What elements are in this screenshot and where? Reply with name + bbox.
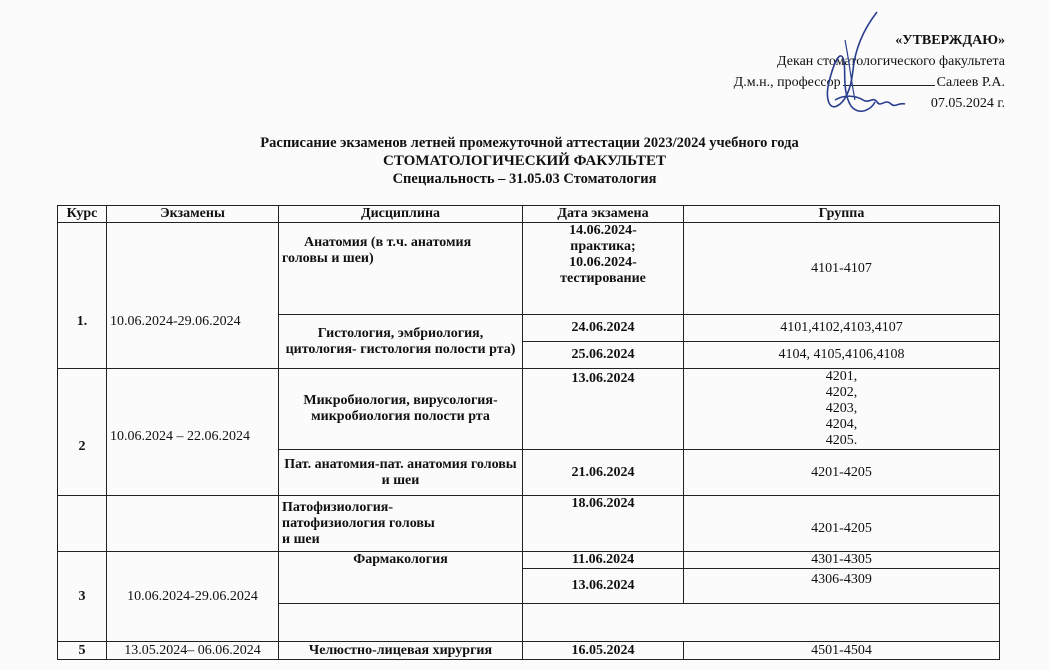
table-header-row	[58, 206, 1000, 223]
specialty-title: Специальность – 31.05.03 Стоматология	[392, 171, 657, 187]
course-number: 2	[58, 369, 107, 496]
group-cell: 4104, 4105,4106,4108	[684, 342, 1000, 369]
table-row	[58, 369, 1000, 450]
discipline-cell: Анатомия (в т.ч. анатомия головы и шеи)	[279, 223, 523, 315]
exam-date-cell: 13.06.2024	[523, 569, 684, 604]
exam-date-cell: 25.06.2024	[523, 342, 684, 369]
exam-period: 10.06.2024-29.06.2024	[107, 223, 279, 369]
discipline-cell: Микробиология, вирусология- микробиология полости рта	[279, 369, 523, 450]
exam-date-cell: 24.06.2024	[523, 315, 684, 342]
exam-date-cell: 18.06.2024	[523, 496, 684, 552]
table-row	[58, 552, 1000, 569]
approval-date: 07.05.2024 г.	[930, 96, 1005, 111]
table-row	[58, 642, 1000, 660]
approval-block	[734, 30, 1005, 114]
group-cell: 4101-4107	[684, 223, 1000, 315]
exam-period: 10.06.2024-29.06.2024	[107, 552, 279, 642]
empty-cell	[523, 604, 1000, 642]
group-cell: 4301-4305	[684, 552, 1000, 569]
header-exams: Экзамены	[107, 206, 279, 223]
table-row	[58, 223, 1000, 315]
exam-date-cell: 14.06.2024- практика; 10.06.2024- тестирование	[523, 223, 684, 315]
discipline-cell: Патофизиология- патофизиология головы и шеи	[279, 496, 523, 552]
approval-degree: Д.м.н., профессор	[733, 75, 841, 90]
empty-cell	[279, 604, 523, 642]
discipline-cell: Гистология, эмбриология, цитология- гистология полости рта)	[279, 315, 523, 369]
group-cell: 4101,4102,4103,4107	[684, 315, 1000, 342]
empty-cell	[107, 496, 279, 552]
schedule-title: Расписание экзаменов летней промежуточной аттестации 2023/2024 учебного года	[260, 135, 799, 151]
group-cell: 4201-4205	[684, 450, 1000, 496]
course-number: 3	[58, 552, 107, 642]
discipline-cell: Челюстно-лицевая хирургия	[279, 642, 523, 660]
group-cell: 4201-4205	[684, 496, 1000, 552]
exam-date-cell: 13.06.2024	[523, 369, 684, 450]
discipline-cell: Фармакология	[279, 552, 523, 604]
header-group: Группа	[684, 206, 1000, 223]
empty-cell	[58, 496, 107, 552]
exam-period: 10.06.2024 – 22.06.2024	[107, 369, 279, 496]
approval-position: Декан стоматологического факультета	[777, 54, 1005, 69]
approval-stamp: «УТВЕРЖДАЮ»	[895, 33, 1005, 48]
group-cell: 4501-4504	[684, 642, 1000, 660]
header-kurs: Курс	[58, 206, 107, 223]
exam-period: 13.05.2024– 06.06.2024	[107, 642, 279, 660]
exam-schedule-table	[57, 205, 1000, 660]
discipline-cell: Пат. анатомия-пат. анатомия головы и шеи	[279, 450, 523, 496]
faculty-title: СТОМАТОЛОГИЧЕСКИЙ ФАКУЛЬТЕТ	[383, 153, 666, 169]
header-discipline: Дисциплина	[279, 206, 523, 223]
course-number: 5	[58, 642, 107, 660]
exam-date-cell: 21.06.2024	[523, 450, 684, 496]
exam-date-cell: 16.05.2024	[523, 642, 684, 660]
table-row	[58, 496, 1000, 552]
exam-date-cell: 11.06.2024	[523, 552, 684, 569]
document-titles	[0, 134, 1049, 188]
group-cell: 4306-4309	[684, 569, 1000, 604]
group-cell: 4201, 4202, 4203, 4204, 4205.	[684, 369, 1000, 450]
course-number: 1.	[58, 223, 107, 369]
header-exam-date: Дата экзамена	[523, 206, 684, 223]
approval-signatory	[734, 72, 1005, 93]
approval-name: Салеев Р.А.	[936, 75, 1005, 90]
signature-line	[843, 85, 935, 86]
